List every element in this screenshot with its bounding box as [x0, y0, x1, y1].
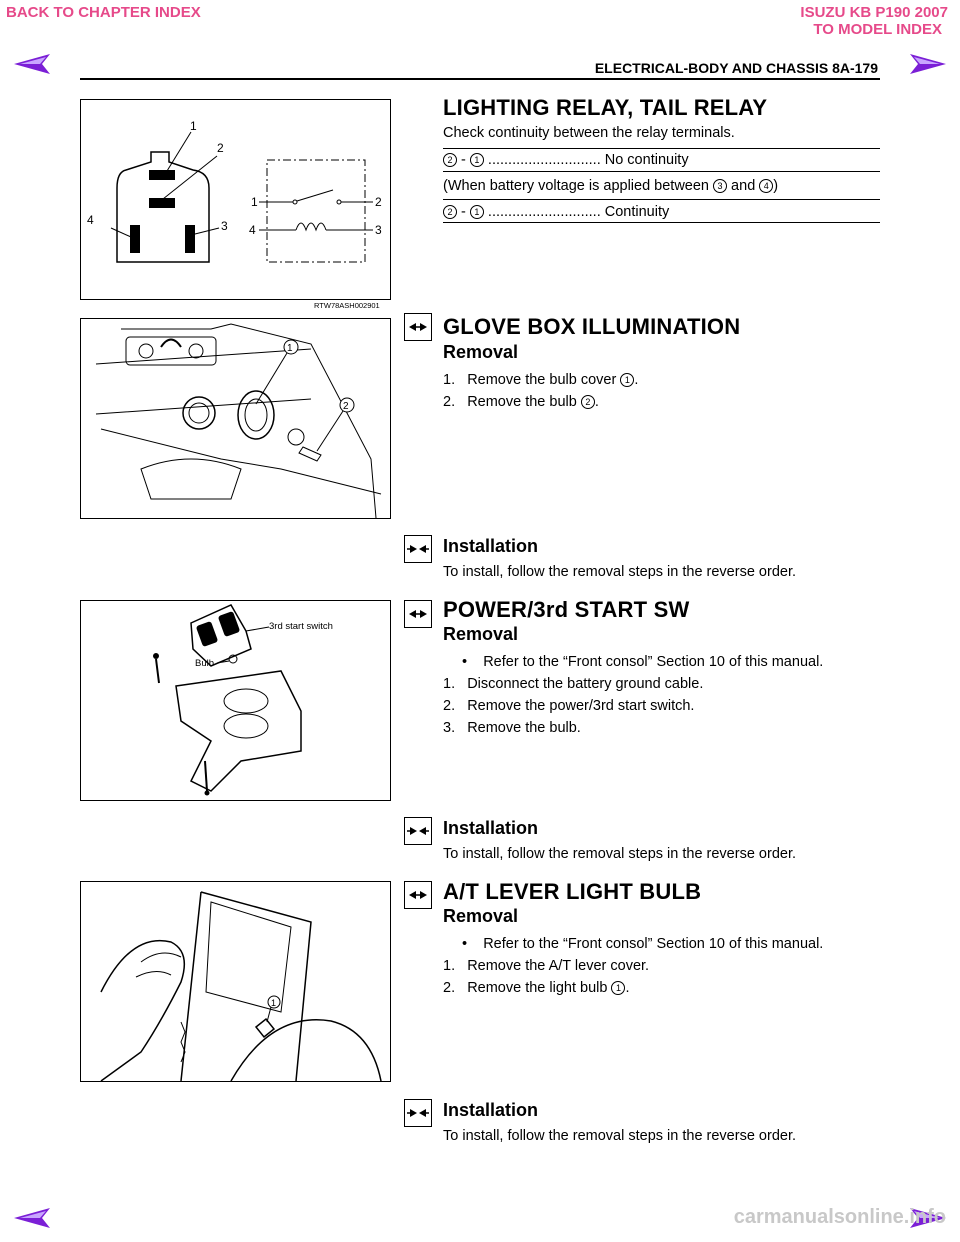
at-lever-title: A/T LEVER LIGHT BULB — [443, 879, 702, 904]
at-lever-figure — [80, 881, 391, 1082]
step-text-end: . — [594, 394, 599, 410]
schematic-label-4: 4 — [249, 223, 256, 237]
lighting-relay-title: LIGHTING RELAY, TAIL RELAY — [443, 95, 768, 120]
step-number: 2. — [443, 980, 456, 996]
connector-label-2: 2 — [217, 141, 224, 155]
spec-rule-4 — [443, 222, 880, 223]
power-switch-title: POWER/3rd START SW — [443, 597, 690, 622]
step-text: Remove the bulb — [467, 394, 581, 410]
previous-page-arrow-icon[interactable] — [12, 52, 52, 81]
step-text: Remove the light bulb — [467, 980, 612, 996]
bullet-icon: • — [462, 654, 468, 670]
step-number: 1. — [443, 372, 456, 388]
spec-rule-3 — [443, 199, 880, 200]
connector-label-3: 3 — [221, 219, 228, 233]
circled-number: 3 — [713, 179, 727, 193]
installation-arrows-icon — [404, 535, 432, 563]
glove-box-title: GLOVE BOX ILLUMINATION — [443, 314, 741, 339]
at-figure-label-1: 1 — [271, 998, 277, 1008]
glove-box-figure — [80, 318, 391, 519]
bullet-icon: • — [462, 936, 468, 952]
step-number: 2. — [443, 394, 456, 410]
schematic-label-2: 2 — [375, 195, 382, 209]
lighting-relay-intro: Check continuity between the relay terminals. — [443, 125, 735, 141]
page-header-title: ELECTRICAL-BODY AND CHASSIS 8A-179 — [594, 60, 878, 76]
connector-label-4: 4 — [87, 213, 94, 227]
glove-installation-heading: Installation — [443, 536, 539, 556]
step-number: 1. — [443, 676, 456, 692]
at-bullet — [462, 936, 823, 952]
power-bullet — [462, 654, 823, 670]
bullet-text: Refer to the “Front consol” Section 10 of this manual. — [483, 936, 824, 952]
fig-label-bulb: Bulb — [195, 658, 215, 669]
fig-label-3rd-start-switch: 3rd start switch — [269, 621, 333, 632]
circled-number: 2 — [581, 395, 595, 409]
installation-arrows-icon — [404, 1099, 432, 1127]
removal-arrows-icon — [404, 313, 432, 341]
at-step-2 — [443, 980, 630, 996]
circled-number: 4 — [759, 179, 773, 193]
step-text-end: . — [634, 372, 639, 388]
at-step-1 — [443, 958, 649, 974]
glove-step-1 — [443, 372, 638, 388]
step-text: Remove the bulb cover — [467, 372, 621, 388]
circled-number: 1 — [470, 205, 484, 219]
power-installation-text: To install, follow the removal steps in the reverse order. — [443, 846, 796, 862]
power-step-1 — [443, 676, 703, 692]
power-step-3 — [443, 720, 581, 736]
model-title-link[interactable]: ISUZU KB P190 2007 — [800, 4, 948, 21]
spec-row-battery-note — [443, 175, 880, 197]
power-switch-removal-heading: Removal — [443, 624, 519, 644]
at-installation-heading: Installation — [443, 1100, 539, 1120]
circled-number: 2 — [443, 153, 457, 167]
relay-figure — [80, 99, 391, 300]
spec-note-text: and — [727, 178, 760, 194]
spec-row-no-continuity: 2 - 1 ............................ No continuity — [443, 149, 880, 171]
step-number: 3. — [443, 720, 456, 736]
circled-number: 1 — [470, 153, 484, 167]
spec-note-text: ) — [773, 178, 779, 194]
relay-figure-code: RTW78ASH002901 — [314, 301, 380, 310]
removal-arrows-icon — [404, 600, 432, 628]
to-model-index-link[interactable]: TO MODEL INDEX — [813, 21, 942, 38]
removal-arrows-icon — [404, 881, 432, 909]
bullet-text: Refer to the “Front consol” Section 10 of this manual. — [483, 654, 824, 670]
power-installation-heading: Installation — [443, 818, 539, 838]
glove-figure-label-2: 2 — [343, 401, 349, 412]
schematic-label-1: 1 — [251, 195, 258, 209]
at-installation-text: To install, follow the removal steps in the reverse order. — [443, 1128, 796, 1144]
previous-page-bottom-arrow-icon[interactable] — [12, 1206, 52, 1235]
step-text: Disconnect the battery ground cable. — [467, 676, 704, 692]
installation-arrows-icon — [404, 817, 432, 845]
glove-figure-label-1: 1 — [287, 343, 293, 354]
connector-label-1: 1 — [190, 119, 197, 133]
spec-note-text: (When battery voltage is applied between — [443, 178, 714, 194]
at-lever-removal-heading: Removal — [443, 906, 519, 926]
schematic-label-3: 3 — [375, 223, 382, 237]
next-page-arrow-icon[interactable] — [908, 52, 948, 81]
step-number: 1. — [443, 958, 456, 974]
power-switch-figure — [80, 600, 391, 801]
spec-value: ............................ No continuity — [483, 152, 689, 168]
spec-rule-2 — [443, 171, 880, 172]
step-text-end: . — [625, 980, 630, 996]
step-text: Remove the power/3rd start switch. — [467, 698, 695, 714]
header-rule — [80, 78, 880, 80]
spec-value: ............................ Continuity — [483, 204, 670, 220]
power-step-2 — [443, 698, 694, 714]
step-text: Remove the A/T lever cover. — [467, 958, 650, 974]
watermark-text: carmanualsonline.info — [733, 1206, 946, 1228]
step-number: 2. — [443, 698, 456, 714]
spec-row-continuity: 2 - 1 ............................ Continuity — [443, 201, 880, 223]
circled-number: 2 — [443, 205, 457, 219]
back-to-chapter-index-link[interactable]: BACK TO CHAPTER INDEX — [6, 4, 201, 21]
glove-installation-text: To install, follow the removal steps in the reverse order. — [443, 564, 796, 580]
step-text: Remove the bulb. — [467, 720, 581, 736]
glove-box-removal-heading: Removal — [443, 342, 519, 362]
circled-number: 1 — [620, 373, 634, 387]
glove-step-2 — [443, 394, 599, 410]
circled-number: 1 — [611, 981, 625, 995]
